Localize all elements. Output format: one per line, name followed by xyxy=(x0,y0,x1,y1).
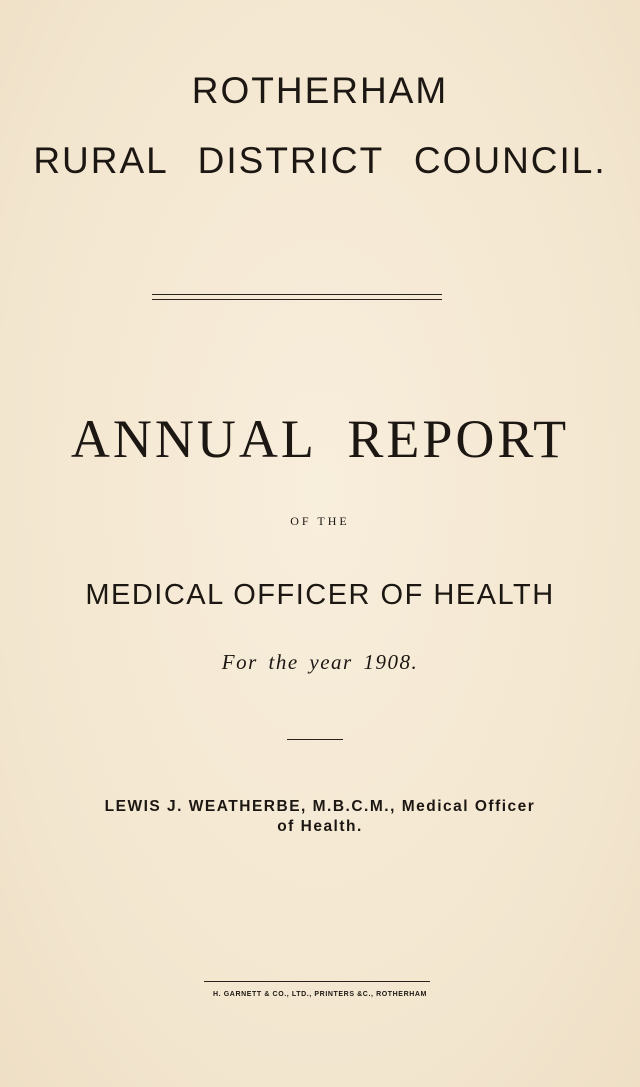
report-year: For the year 1908. xyxy=(221,650,419,674)
printer-imprint: H. GARNETT & CO., LTD., PRINTERS &C., ROTHERHAM xyxy=(213,991,427,998)
council-town: ROTHERHAM xyxy=(191,70,449,111)
title-connector: OF THE xyxy=(290,514,350,528)
report-title: ANNUAL REPORT xyxy=(70,409,570,469)
author-line-2: of Health. xyxy=(277,818,363,835)
short-rule-divider xyxy=(287,739,343,740)
double-rule-divider xyxy=(152,294,442,300)
council-name: RURAL DISTRICT COUNCIL. xyxy=(33,140,607,181)
report-subject: MEDICAL OFFICER OF HEALTH xyxy=(85,579,555,611)
author-line-1: LEWIS J. WEATHERBE, M.B.C.M., Medical Officer xyxy=(104,798,536,815)
imprint-rule xyxy=(204,981,430,982)
